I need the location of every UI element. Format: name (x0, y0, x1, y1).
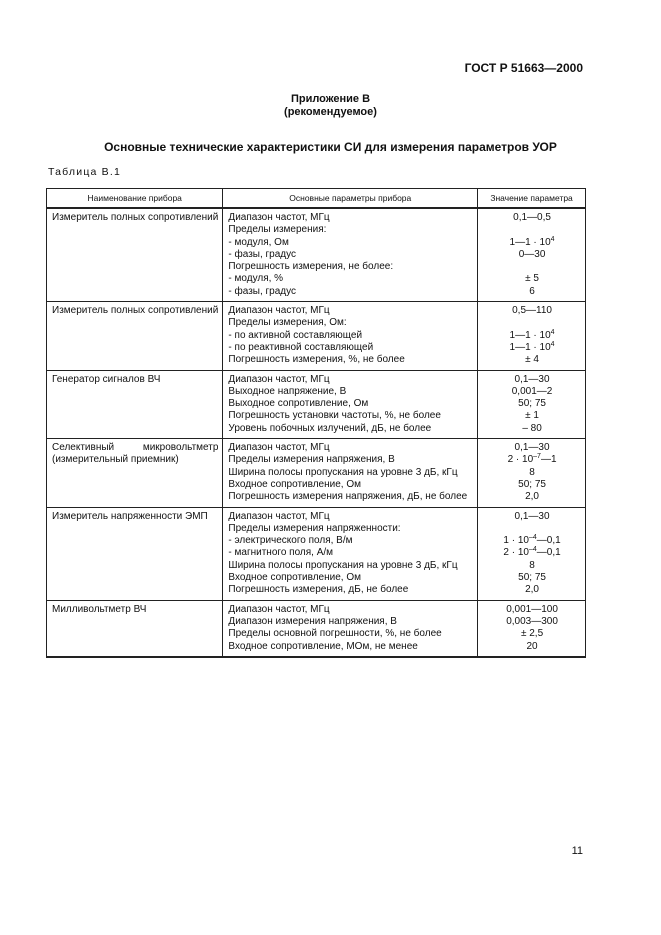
parameter-value: 1—1 · $10^4$ (509, 235, 555, 248)
parameter-name: Входное сопротивление, Ом (228, 478, 361, 490)
parameter-value: 8 (529, 559, 535, 571)
table-row (47, 439, 586, 507)
parameter-name: Диапазон измерения напряжения, В (228, 615, 397, 627)
parameters-cell (223, 302, 478, 370)
parameters-cell (223, 507, 478, 600)
table-header-row (47, 189, 586, 209)
parameter-name: Пределы основной погрешности, %, не более (228, 628, 442, 640)
parameter-name: Пределы измерения напряжения, В (228, 454, 395, 466)
page-number: 11 (571, 845, 583, 857)
parameter-name: Выходное сопротивление, Ом (228, 398, 369, 410)
parameter-value: 0,001—100 (506, 603, 558, 615)
document-code: ГОСТ Р 51663—2000 (464, 61, 583, 75)
parameters-cell (223, 370, 478, 438)
parameter-name: - электрического поля, В/м (228, 535, 353, 547)
parameter-value: 0—30 (518, 248, 546, 260)
parameter-name: - фазы, градус (228, 285, 297, 297)
parameter-value: ± 1 (525, 410, 539, 422)
parameter-value: 6 (529, 285, 535, 297)
parameter-value: 1—1 · $10^4$ (509, 328, 555, 341)
values-cell (478, 208, 586, 302)
device-name-cell (47, 600, 223, 657)
parameter-value: $2 \cdot 10^{-7}—1$ (507, 453, 557, 466)
parameter-value: 2,0 (525, 491, 539, 503)
device-name-cell (47, 507, 223, 600)
parameter-name: - модуля, Ом (228, 236, 289, 248)
table-caption: Таблица В.1 (48, 166, 122, 178)
parameter-value (483, 261, 581, 273)
device-name: Генератор сигналов ВЧ (52, 373, 161, 385)
parameter-value: $2 \cdot 10^{-4}—0,1$ (503, 546, 561, 559)
parameter-name: - модуля, % (228, 273, 284, 285)
values-cell (478, 370, 586, 438)
parameter-value: 0,5—110 (512, 305, 552, 317)
table-row (47, 302, 586, 370)
table-row (47, 507, 586, 600)
parameter-name: Ширина полосы пропускания на уровне 3 дБ, кГц (228, 559, 458, 571)
parameter-name: Входное сопротивление, Ом (228, 572, 361, 584)
device-name: Селективный микровольтметр (измерительный приемник) (52, 442, 219, 466)
parameter-name: Погрешность измерения, %, не более (228, 354, 405, 366)
parameter-name: Ширина полосы пропускания на уровне 3 дБ, кГц (228, 466, 458, 478)
parameter-name: Погрешность установки частоты, %, не более (228, 410, 441, 422)
parameter-name: Диапазон частот, МГц (228, 373, 330, 385)
parameter-value: 50; 75 (518, 478, 546, 490)
parameters-cell (223, 208, 478, 302)
parameter-name: Диапазон частот, МГц (228, 305, 330, 317)
table-row (47, 600, 586, 657)
parameter-value: 2,0 (525, 584, 539, 596)
device-name-cell (47, 302, 223, 370)
appendix-subtitle: (рекомендуемое) (284, 106, 377, 118)
values-cell (478, 439, 586, 507)
parameter-name: Диапазон частот, МГц (228, 603, 330, 615)
parameter-value (483, 317, 581, 329)
values-cell (478, 507, 586, 600)
parameter-name: Диапазон частот, МГц (228, 442, 330, 454)
parameter-name: Погрешность измерения, дБ, не более (228, 584, 409, 596)
parameter-name: Пределы измерения, Ом: (228, 317, 347, 329)
parameter-value (483, 224, 581, 236)
document-title: Основные технические характеристики СИ для измерения параметров УОР (104, 140, 557, 154)
parameter-name: - магнитного поля, А/м (228, 547, 334, 559)
device-name: Измеритель напряженности ЭМП (52, 510, 208, 522)
parameter-value: $1 \cdot 10^{-4}—0,1$ (503, 534, 561, 547)
parameter-name: - по активной составляющей (228, 329, 363, 341)
parameter-value: 20 (526, 640, 538, 652)
column-header-params: Основные параметры прибора (223, 189, 478, 209)
parameter-value: 0,001—2 (511, 385, 553, 397)
parameter-name: Пределы измерения: (228, 224, 327, 236)
device-name-cell (47, 208, 223, 302)
device-name: Измеритель полных сопротивлений (52, 212, 219, 223)
parameter-name: - по реактивной составляющей (228, 341, 374, 353)
device-name: Милливольтметр ВЧ (52, 603, 147, 615)
values-cell (478, 302, 586, 370)
parameter-value: 8 (529, 466, 535, 478)
column-header-values: Значение параметра (478, 189, 586, 209)
appendix-title: Приложение В (290, 93, 371, 105)
parameter-name: Входное сопротивление, МОм, не менее (228, 640, 418, 652)
values-cell (478, 600, 586, 657)
table-row (47, 370, 586, 438)
parameter-name: - фазы, градус (228, 248, 297, 260)
parameter-name: Диапазон частот, МГц (228, 510, 330, 522)
parameter-name: Погрешность измерения, не более: (228, 261, 394, 273)
parameter-value: 0,1—30 (514, 510, 550, 522)
parameter-value: 1—1 · $10^4$ (509, 340, 555, 353)
device-name-cell (47, 370, 223, 438)
appendix-heading (0, 93, 661, 119)
parameter-value: 50; 75 (518, 398, 546, 410)
parameter-name: Уровень побочных излучений, дБ, не более (228, 422, 432, 434)
table-body (47, 208, 586, 657)
parameter-value: 50; 75 (518, 572, 546, 584)
device-name: Измеритель полных сопротивлений (52, 305, 219, 317)
parameter-value: 0,003—300 (506, 615, 558, 627)
parameter-value: 0,1—0,5 (513, 212, 551, 223)
column-header-device: Наименование прибора (47, 189, 223, 209)
parameters-cell (223, 439, 478, 507)
parameter-value: 0,1—30 (514, 442, 550, 454)
parameter-name: Погрешность измерения напряжения, дБ, не более (228, 491, 468, 503)
table-row (47, 208, 586, 302)
specifications-table (46, 188, 586, 658)
parameter-value: ± 2,5 (520, 628, 544, 640)
parameter-value: – 80 (522, 422, 542, 434)
parameter-value: 0,1—30 (514, 373, 550, 385)
parameters-cell (223, 600, 478, 657)
parameter-value: ± 5 (525, 273, 539, 285)
parameter-value: ± 4 (525, 354, 539, 366)
device-name-cell (47, 439, 223, 507)
parameter-name: Выходное напряжение, В (228, 385, 347, 397)
parameter-name: Пределы измерения напряженности: (228, 522, 401, 534)
parameter-name: Диапазон частот, МГц (228, 212, 330, 223)
